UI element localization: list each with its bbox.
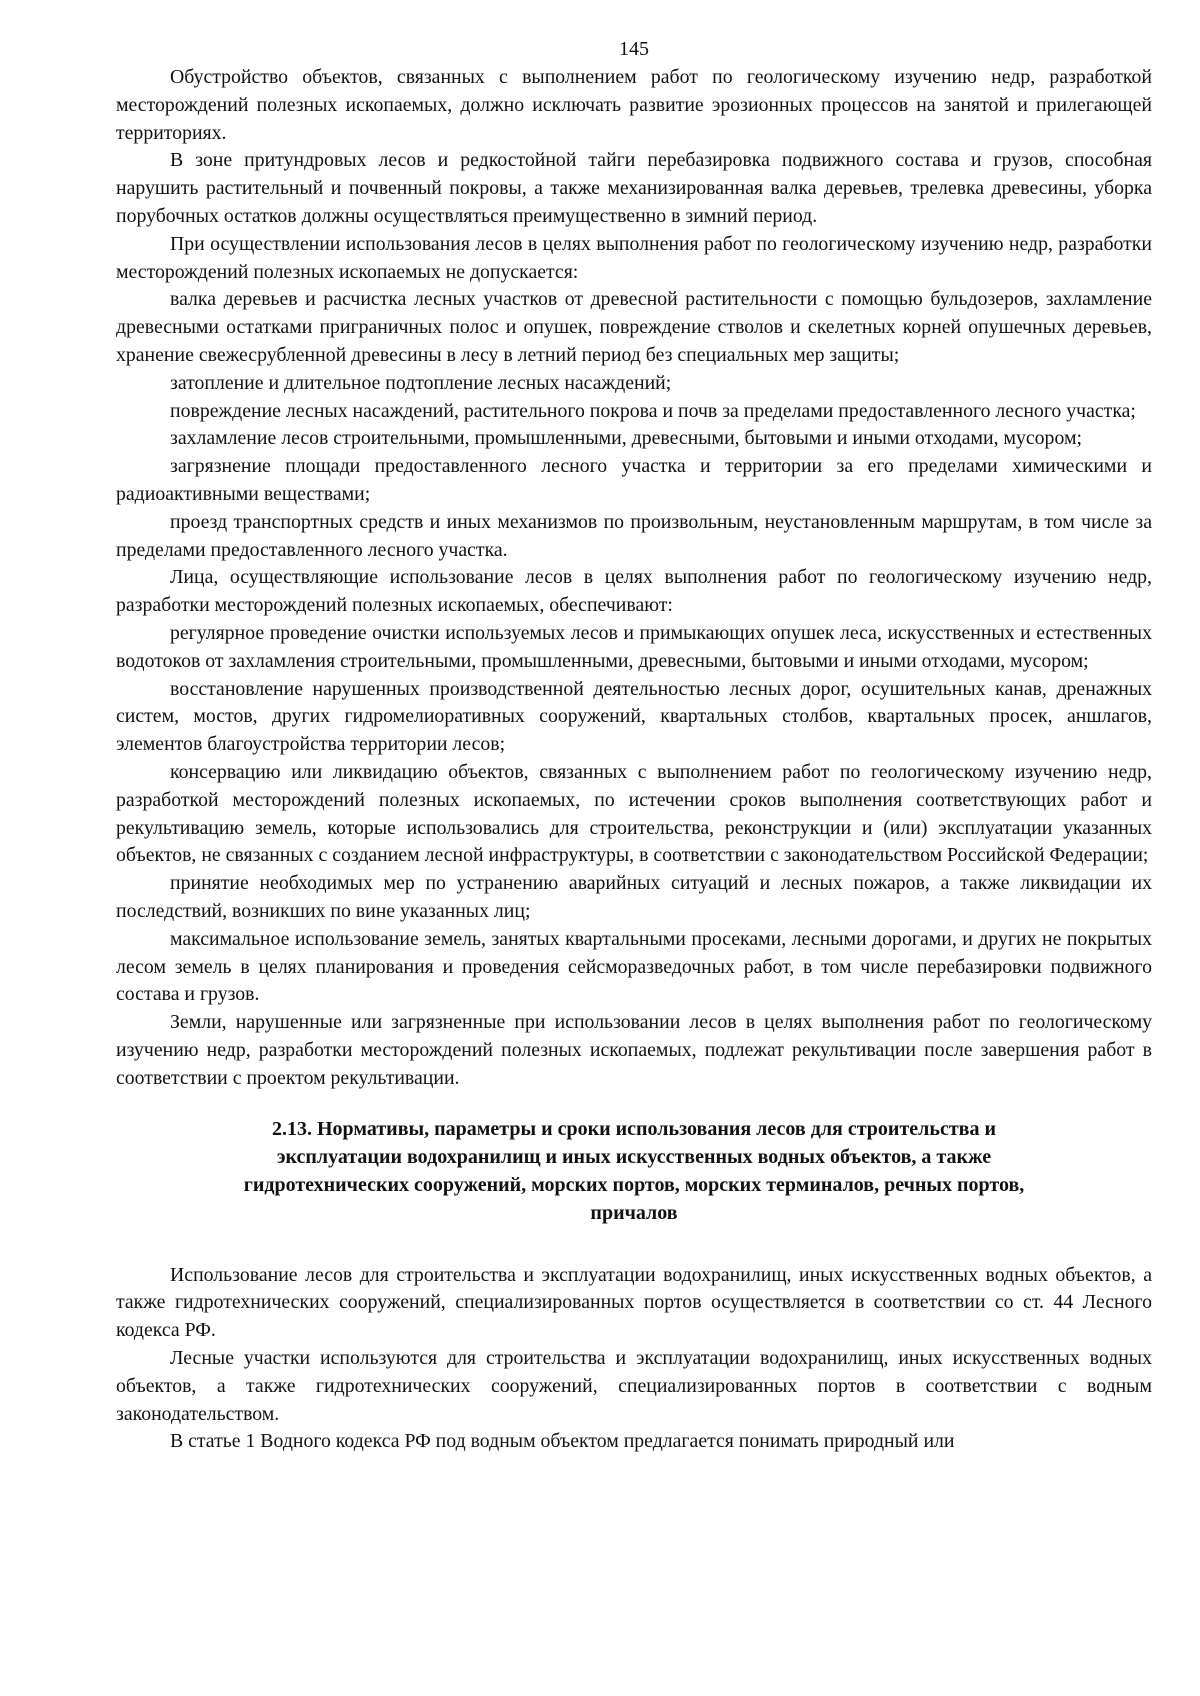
- page-number: 145: [619, 38, 649, 60]
- paragraph: Использование лесов для строительства и эксплуатации водохранилищ, иных искусственных водных объектов, а также гидротехнических сооружений, специализированных портов осуществляется в соответствии со ст. 44 Лесного кодекса РФ.: [116, 1263, 1152, 1342]
- paragraph: Обустройство объектов, связанных с выполнением работ по геологическому изучению недр, разработкой месторождений полезных ископаемых, должно исключать развитие эрозионных процессов на занятой и прилегающей территориях.: [116, 66, 1152, 144]
- list-item: повреждение лесных насаждений, растительного покрова и почв за пределами предоставленного лесного участка;: [170, 399, 1136, 422]
- list-item: максимальное использование земель, занятых квартальными просеками, лесными дорогами, и других не покрытых лесом земель в целях планирования и проведения сейсморазведочных работ, в том числе перебазировки подвижного состава и грузов.: [116, 927, 1152, 1006]
- spacer: [116, 1228, 1152, 1262]
- list-item: регулярное проведение очистки используемых лесов и примыкающих опушек леса, искусственных и естественных водотоков от захламления строительными, промышленными, древесными, бытовыми и иными отходами, мусором;: [116, 621, 1152, 672]
- list-item: восстановление нарушенных производственной деятельностью лесных дорог, осушительных канав, дренажных систем, мостов, других гидромелиоративных сооружений, квартальных столбов, квартальных просек, аншлагов, элементов благоустройства территории лесов;: [116, 677, 1152, 756]
- document-page: [116, 36, 1152, 1456]
- section-heading: [116, 1116, 1152, 1227]
- section-heading-line: 2.13. Нормативы, параметры и сроки использования лесов для строительства и: [272, 1118, 996, 1141]
- paragraph: Лица, осуществляющие использование лесов в целях выполнения работ по геологическому изучению недр, разработки месторождений полезных ископаемых, обеспечивают:: [116, 566, 1152, 617]
- list-item: валка деревьев и расчистка лесных участков от древесной растительности с помощью бульдозеров, захламление древесными остатками приграничных полос и опушек, повреждение стволов и скелетных корней опушечных деревьев, хранение свежесрубленной древесины в лесу в летний период без специальных мер защиты;: [116, 288, 1152, 366]
- paragraph: Земли, нарушенные или загрязненные при использовании лесов в целях выполнения работ по геологическому изучению недр, разработки месторождений полезных ископаемых, подлежат рекультивации после завершения работ в соответствии с проектом рекультивации.: [116, 1011, 1152, 1089]
- paragraph: При осуществлении использования лесов в целях выполнения работ по геологическому изучению недр, разработки месторождений полезных ископаемых не допускается:: [116, 232, 1152, 283]
- section-heading-line: эксплуатации водохранилищ и иных искусственных водных объектов, а также: [276, 1146, 992, 1169]
- list-item: принятие необходимых мер по устранению аварийных ситуаций и лесных пожаров, а также ликвидации их последствий, возникших по вине указанных лиц;: [116, 872, 1152, 922]
- section-heading-line: причалов: [590, 1201, 678, 1224]
- section-heading-line: гидротехнических сооружений, морских портов, морских терминалов, речных портов,: [243, 1174, 1025, 1197]
- paragraph: Лесные участки используются для строительства и эксплуатации водохранилищ, иных искусственных водных объектов, а также гидротехнических сооружений, специализированных портов в соответствии с водным законодательством.: [116, 1347, 1152, 1425]
- paragraph: В статье 1 Водного кодекса РФ под водным объектом предлагается понимать природный или: [170, 1430, 955, 1453]
- paragraph: В зоне притундровых лесов и редкостойной тайги перебазировка подвижного состава и грузов, способная нарушить растительный и почвенный покровы, а также механизированная валка деревьев, трелевка древесины, уборка порубочных остатков должны осуществляться преимущественно в зимний период.: [116, 149, 1152, 227]
- list-item: консервацию или ликвидацию объектов, связанных с выполнением работ по геологическому изучению недр, разработкой месторождений полезных ископаемых, по истечении сроков выполнения соответствующих работ и рекультивацию земель, которые использовались для строительства, реконструкции и (или) эксплуатации указанных объектов, не связанных с созданием лесной инфраструктуры, в соответствии с законодательством Российской Федерации;: [116, 760, 1152, 867]
- list-item: загрязнение площади предоставленного лесного участка и территории за его пределами химическими и радиоактивными веществами;: [116, 455, 1152, 505]
- list-item: проезд транспортных средств и иных механизмов по произвольным, неустановленным маршрутам, в том числе за пределами предоставленного лесного участка.: [116, 510, 1152, 561]
- list-item: захламление лесов строительными, промышленными, древесными, бытовыми и иными отходами, мусором;: [170, 427, 1082, 450]
- list-item: затопление и длительное подтопление лесных насаждений;: [170, 371, 672, 394]
